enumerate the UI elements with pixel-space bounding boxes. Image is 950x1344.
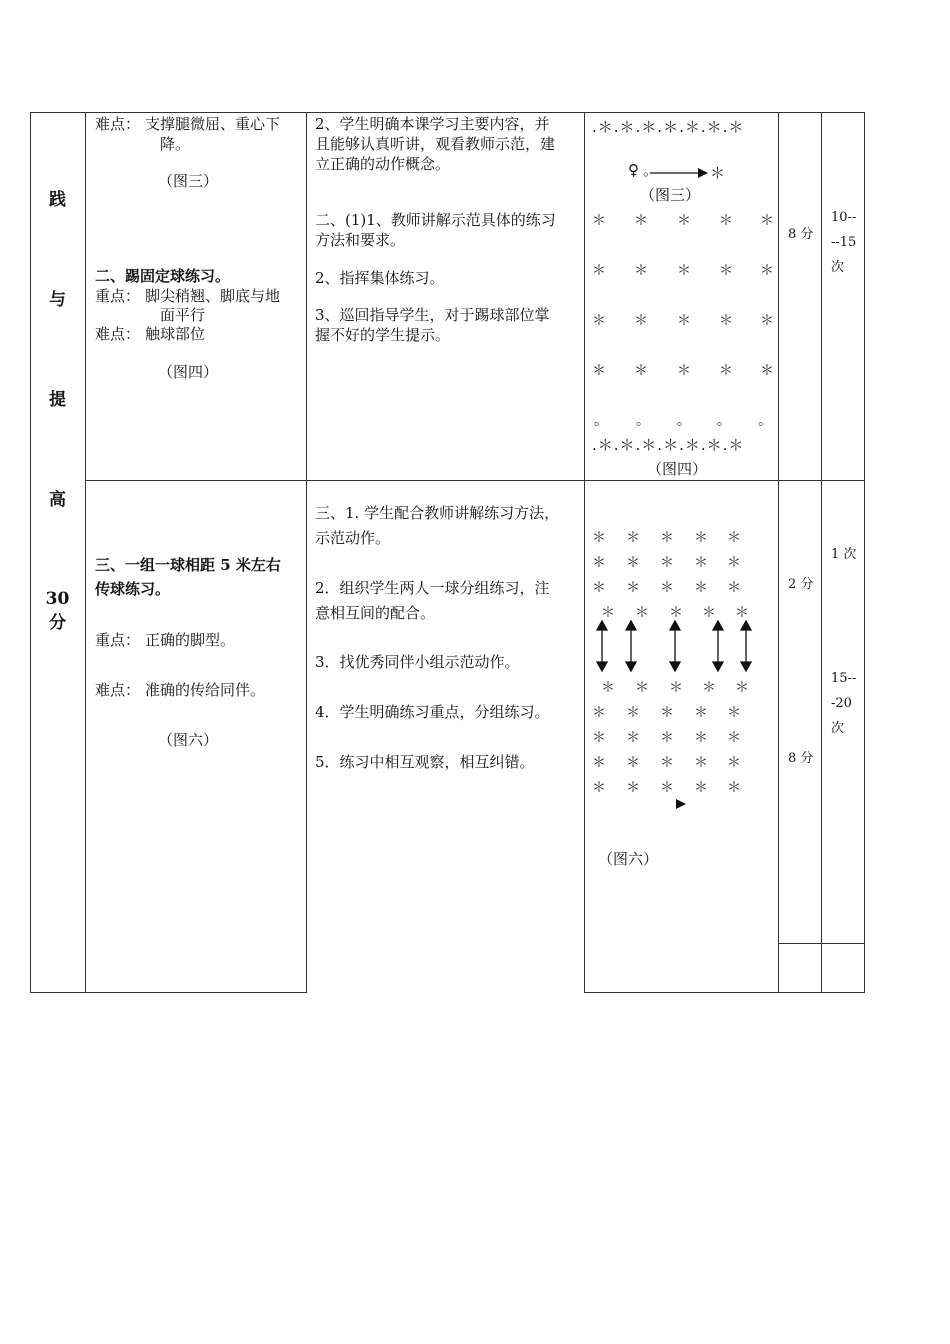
formation-symbol: ＊ (660, 530, 674, 546)
key-point-text: 正确的脚型。 (145, 631, 236, 649)
difficulty-label: 难点： (95, 681, 141, 699)
formation-symbol: ＊ (694, 555, 708, 571)
key-point-text: 脚尖稍翘、脚底与地 (145, 287, 281, 305)
formation-symbol: ＊ (660, 580, 674, 596)
side-label-char: 与 (49, 290, 66, 310)
formation-symbol: ＊ (601, 680, 615, 696)
formation-symbol: ＊ (727, 780, 741, 796)
section-title: 二、踢固定球练习。 (95, 267, 231, 285)
difficulty-text: 降。 (160, 135, 191, 153)
key-point-text: 面平行 (160, 306, 206, 324)
formation-symbol: ＊ (634, 263, 648, 279)
formation-symbol: ＊ (592, 555, 606, 571)
count-value: 10-- (831, 210, 857, 225)
difficulty-text: 准确的传给同伴。 (145, 681, 266, 699)
difficulty-label: 难点： (95, 325, 141, 343)
formation-symbol: ＊ (694, 580, 708, 596)
figure-caption: （图四） (647, 460, 708, 478)
formation-symbol: ＊ (727, 555, 741, 571)
method-text: 3．找优秀同伴小组示范动作。 (315, 653, 520, 671)
formation-symbol: ＊ (735, 605, 749, 621)
formation-symbol: 。 (594, 413, 608, 429)
formation-symbol: ＊ (592, 530, 606, 546)
target-star: ＊ (710, 164, 726, 182)
method-text: 2．组织学生两人一球分组练习，注 (315, 579, 550, 597)
formation-symbol: ＊ (719, 313, 733, 329)
formation-symbol: ＊ (702, 680, 716, 696)
formation-symbol: ＊ (626, 705, 640, 721)
method-text: 示范动作。 (315, 529, 391, 547)
count-value: 15-- (831, 671, 857, 686)
side-label-char: 高 (49, 490, 66, 510)
ball-symbol: 。 (643, 161, 659, 179)
formation-symbol: ＊ (592, 705, 606, 721)
formation-symbol: ＊ (592, 313, 606, 329)
count-value: 次 (831, 721, 845, 736)
formation-symbol: ＊ (669, 605, 683, 621)
formation-symbol: 。 (758, 413, 772, 429)
time-value: 8 分 (788, 227, 814, 242)
key-point-label: 重点： (95, 631, 141, 649)
method-text: 2、学生明确本课学习主要内容，并 (315, 115, 550, 133)
formation-symbol: ＊ (635, 605, 649, 621)
formation-symbol: ＊ (592, 213, 606, 229)
teacher-symbol: ♀ (628, 161, 639, 179)
formation-symbol: ＊ (592, 755, 606, 771)
section-title: 三、一组一球相距 5 米左右 (95, 556, 281, 574)
key-point-label: 重点： (95, 287, 141, 305)
method-text: 握不好的学生提示。 (315, 326, 451, 344)
formation-symbol: ＊ (660, 730, 674, 746)
formation-symbol: ＊ (677, 363, 691, 379)
formation-symbol: 。 (636, 413, 650, 429)
formation-symbol: ＊ (760, 213, 774, 229)
formation-symbol: ＊ (677, 313, 691, 329)
formation-symbol: ＊ (626, 755, 640, 771)
method-text: 意相互间的配合。 (315, 604, 436, 622)
formation-symbol: ＊ (727, 705, 741, 721)
formation-symbol: ＊ (626, 580, 640, 596)
formation-symbol: ＊ (727, 530, 741, 546)
formation-symbol: ＊ (634, 213, 648, 229)
formation-symbol: ＊ (634, 313, 648, 329)
formation-symbol: ＊ (677, 213, 691, 229)
formation-symbol: ＊ (760, 363, 774, 379)
formation-symbol: ＊ (735, 680, 749, 696)
time-value: 8 分 (788, 751, 814, 766)
formation-symbol: ＊ (669, 680, 683, 696)
formation-symbol: ＊ (626, 780, 640, 796)
count-value: 1 次 (831, 547, 857, 562)
formation-symbol: ＊ (592, 780, 606, 796)
difficulty-text: 支撑腿微屈、重心下 (145, 115, 281, 133)
method-text: 三、1. 学生配合教师讲解练习方法， (315, 504, 560, 522)
method-text: 二、(1)1、教师讲解示范具体的练习 (315, 211, 556, 229)
formation-symbol: ＊ (727, 755, 741, 771)
formation-symbol: ＊ (592, 263, 606, 279)
method-text: 3、巡回指导学生，对于踢球部位掌 (315, 306, 550, 324)
count-value: -20 (831, 696, 852, 711)
formation-symbol: ＊ (592, 363, 606, 379)
formation-symbol: 。 (717, 413, 731, 429)
formation-symbol: 。 (677, 413, 691, 429)
formation-symbol: ＊ (601, 605, 615, 621)
side-label-char: 分 (49, 613, 66, 633)
difficulty-text: 触球部位 (145, 325, 206, 343)
figure-caption: （图六） (158, 731, 219, 749)
formation-symbol: ＊ (719, 363, 733, 379)
count-value: --15 (831, 235, 857, 250)
formation-symbol: ＊ (760, 313, 774, 329)
formation-symbol: ＊ (694, 780, 708, 796)
formation-symbol: ＊ (727, 730, 741, 746)
difficulty-label: 难点： (95, 115, 141, 133)
formation-symbol: ＊ (592, 730, 606, 746)
side-label-char: 30 (45, 589, 70, 609)
formation-symbol: ＊ (702, 605, 716, 621)
figure-caption: （图三） (158, 172, 219, 190)
figure-caption: （图四） (158, 363, 219, 381)
count-value: 次 (831, 260, 845, 275)
formation-symbol: ＊ (719, 213, 733, 229)
time-value: 2 分 (788, 577, 814, 592)
figure-caption: （图六） (598, 850, 659, 868)
formation-symbol: ＊ (727, 580, 741, 596)
formation-symbol: ＊ (694, 755, 708, 771)
method-text: 4．学生明确练习重点，分组练习。 (315, 703, 550, 721)
formation-symbol: ＊ (626, 555, 640, 571)
formation-dot-row: .＊.＊.＊.＊.＊.＊.＊ (592, 118, 745, 136)
figure-caption: （图三） (640, 186, 701, 204)
formation-symbol: ＊ (760, 263, 774, 279)
formation-symbol: ＊ (660, 705, 674, 721)
formation-symbol: ＊ (626, 530, 640, 546)
method-text: 5．练习中相互观察，相互纠错。 (315, 753, 535, 771)
formation-symbol: ＊ (660, 755, 674, 771)
formation-symbol: ＊ (719, 263, 733, 279)
formation-symbol: ＊ (694, 530, 708, 546)
formation-symbol: ＊ (677, 263, 691, 279)
method-text: 2、指挥集体练习。 (315, 269, 445, 287)
method-text: 方法和要求。 (315, 231, 406, 249)
method-text: 立正确的动作概念。 (315, 155, 451, 173)
formation-symbol: ＊ (592, 580, 606, 596)
formation-symbol: ＊ (634, 363, 648, 379)
section-title: 传球练习。 (95, 580, 171, 598)
formation-symbol: ＊ (694, 730, 708, 746)
formation-symbol: ＊ (626, 730, 640, 746)
formation-symbol: ＊ (635, 680, 649, 696)
formation-symbol: ＊ (660, 780, 674, 796)
side-label-char: 践 (49, 190, 66, 210)
method-text: 且能够认真听讲，观看教师示范，建 (315, 135, 556, 153)
formation-symbol: ＊ (694, 705, 708, 721)
formation-dot-row: .＊.＊.＊.＊.＊.＊.＊ (592, 436, 745, 454)
formation-symbol: ＊ (660, 555, 674, 571)
side-label-char: 提 (49, 390, 66, 410)
